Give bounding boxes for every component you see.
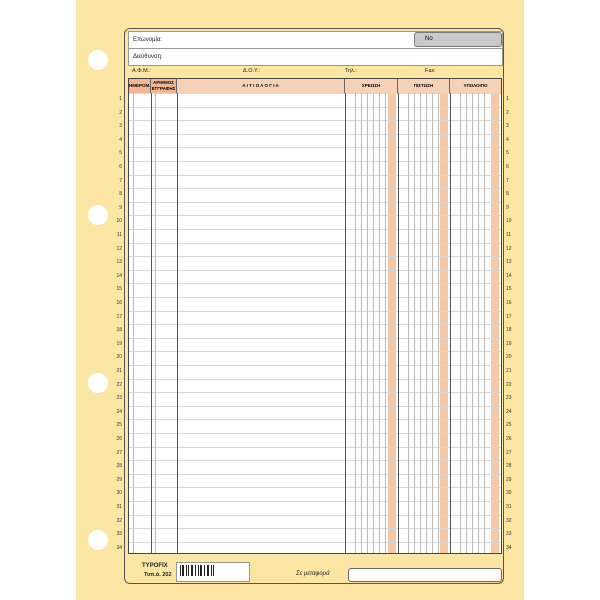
- digit-divider: [355, 93, 356, 554]
- row-line: [129, 93, 501, 94]
- row-line: [129, 256, 501, 257]
- form-code: Τυπ.ά. 202: [144, 572, 172, 578]
- ledger-table: [128, 78, 502, 554]
- row-number-right: 13: [506, 259, 512, 266]
- col-header-credit: ΠΙΣΤΩΣΗ: [398, 79, 450, 93]
- column-divider: [450, 93, 451, 554]
- row-number-left: 1: [119, 96, 122, 102]
- row-line: [129, 487, 501, 488]
- row-number-left: 15: [116, 286, 122, 293]
- digit-divider: [420, 93, 421, 554]
- row-number-left: 31: [116, 504, 122, 510]
- row-line: [129, 528, 501, 529]
- digit-divider: [414, 93, 415, 554]
- column-divider: [398, 93, 399, 554]
- row-line: [129, 243, 501, 244]
- row-number-left: 2: [119, 109, 122, 116]
- row-number-left: 28: [116, 463, 122, 470]
- row-number-left: 32: [116, 517, 122, 524]
- address-label: Διεύθυνση:: [133, 54, 163, 60]
- row-line: [129, 297, 501, 298]
- row-number-left: 7: [119, 177, 122, 184]
- digit-divider: [133, 93, 134, 554]
- number-field[interactable]: [414, 32, 502, 47]
- digit-divider: [472, 93, 473, 554]
- row-line: [129, 338, 501, 339]
- row-number-right: 9: [506, 204, 509, 211]
- row-number-left: 26: [116, 436, 122, 442]
- row-number-right: 32: [506, 517, 512, 524]
- row-line: [129, 351, 501, 352]
- row-number-left: 9: [119, 204, 122, 211]
- column-divider: [345, 93, 346, 554]
- row-line: [129, 175, 501, 176]
- col-header-entry-no: ΑΡΙΘΜΟΣ ΕΓΓΡΑΦΗΣ: [151, 80, 176, 91]
- column-divider: [151, 93, 152, 554]
- row-line: [129, 406, 501, 407]
- row-line: [129, 392, 501, 393]
- digit-divider: [432, 93, 433, 554]
- digit-divider: [438, 93, 439, 554]
- col-header-balance: ΥΠΟΛΟΙΠΟ: [450, 79, 501, 93]
- row-number-left: 17: [116, 313, 122, 320]
- row-number-right: 16: [506, 300, 512, 306]
- brand-logo: TYPOFIX: [142, 563, 168, 569]
- row-line: [129, 202, 501, 203]
- row-number-right: 15: [506, 286, 512, 293]
- digit-divider: [408, 93, 409, 554]
- row-number-right: 8: [506, 191, 509, 198]
- row-number-left: 8: [119, 191, 122, 198]
- tel-label: Τηλ.:: [345, 68, 357, 74]
- digit-divider: [426, 93, 427, 554]
- row-number-right: 10: [506, 218, 512, 225]
- digit-divider: [379, 93, 380, 554]
- row-number-right: 18: [506, 327, 512, 334]
- digit-divider: [373, 93, 374, 554]
- row-number-left: 24: [116, 408, 122, 415]
- row-number-right: 27: [506, 449, 512, 456]
- row-line: [129, 365, 501, 366]
- afm-label: Α.Φ.Μ.:: [132, 68, 151, 74]
- col-header-description: Α Ι Τ Ι Ο Λ Ο Γ Ι Α: [177, 79, 345, 93]
- address-field[interactable]: [128, 48, 503, 66]
- row-line: [129, 120, 501, 121]
- carry-forward-field[interactable]: [348, 568, 502, 582]
- row-number-left: 22: [116, 381, 122, 388]
- row-line: [129, 379, 501, 380]
- digit-divider: [367, 93, 368, 554]
- row-number-left: 10: [116, 218, 122, 225]
- row-number-left: 34: [116, 544, 122, 551]
- row-number-right: 1: [506, 96, 509, 102]
- row-number-right: 19: [506, 340, 512, 347]
- row-line: [129, 147, 501, 148]
- binder-hole: [88, 205, 108, 225]
- col-header-debit: ΧΡΕΩΣΗ: [345, 79, 398, 93]
- row-number-right: 25: [506, 422, 512, 429]
- row-number-left: 21: [116, 368, 122, 374]
- row-number-right: 12: [506, 245, 512, 252]
- row-number-left: 30: [116, 490, 122, 497]
- row-number-right: 34: [506, 544, 512, 551]
- digit-divider: [484, 93, 485, 554]
- row-number-right: 26: [506, 436, 512, 442]
- col-header-date: ΗΜΕΡΟΜ.: [129, 79, 151, 93]
- binder-hole: [88, 530, 108, 550]
- row-number-left: 13: [116, 259, 122, 266]
- digit-divider: [466, 93, 467, 554]
- row-number-right: 7: [506, 177, 509, 184]
- row-number-left: 16: [116, 300, 122, 306]
- company-label: Επωνυμία:: [133, 37, 162, 43]
- row-number-left: 19: [116, 340, 122, 347]
- row-number-right: 3: [506, 123, 509, 130]
- row-number-right: 5: [506, 150, 509, 157]
- binder-hole: [88, 373, 108, 393]
- row-line: [129, 188, 501, 189]
- row-number-right: 22: [506, 381, 512, 388]
- digit-divider: [460, 93, 461, 554]
- row-number-left: 4: [119, 136, 122, 143]
- row-number-right: 31: [506, 504, 512, 510]
- row-line: [129, 324, 501, 325]
- row-number-right: 2: [506, 109, 509, 116]
- row-number-left: 6: [119, 164, 122, 170]
- row-line: [129, 515, 501, 516]
- row-line: [129, 107, 501, 108]
- row-number-right: 6: [506, 164, 509, 170]
- row-number-right: 17: [506, 313, 512, 320]
- digit-divider: [478, 93, 479, 554]
- row-line: [129, 474, 501, 475]
- row-number-left: 20: [116, 354, 122, 361]
- fax-label: Fax:: [425, 68, 436, 74]
- row-line: [129, 283, 501, 284]
- row-line: [129, 311, 501, 312]
- carry-forward-label: Σε μεταφορά: [296, 571, 330, 577]
- row-line: [129, 460, 501, 461]
- row-number-right: 4: [506, 136, 509, 143]
- row-number-right: 11: [506, 232, 512, 238]
- row-number-right: 28: [506, 463, 512, 470]
- row-number-left: 3: [119, 123, 122, 130]
- barcode: [176, 562, 250, 582]
- row-number-left: 27: [116, 449, 122, 456]
- row-number-right: 29: [506, 476, 512, 483]
- row-line: [129, 270, 501, 271]
- column-divider: [177, 93, 178, 554]
- row-line: [129, 542, 501, 543]
- binder-hole: [88, 50, 108, 70]
- row-line: [129, 134, 501, 135]
- tax-info-row: [128, 67, 503, 78]
- row-number-left: 23: [116, 395, 122, 402]
- row-number-left: 33: [116, 531, 122, 538]
- row-line: [129, 501, 501, 502]
- barcode-icon: [177, 563, 249, 581]
- row-number-left: 5: [119, 150, 122, 157]
- row-line: [129, 215, 501, 216]
- row-number-right: 24: [506, 408, 512, 415]
- row-line: [129, 229, 501, 230]
- row-number-right: 20: [506, 354, 512, 361]
- row-number-right: 33: [506, 531, 512, 538]
- row-number-left: 18: [116, 327, 122, 334]
- row-number-left: 25: [116, 422, 122, 429]
- doy-label: Δ.Ο.Υ.:: [243, 68, 261, 74]
- digit-divider: [155, 93, 156, 554]
- row-number-left: 11: [116, 232, 122, 238]
- row-line: [129, 161, 501, 162]
- row-number-right: 14: [506, 272, 512, 279]
- row-number-left: 12: [116, 245, 122, 252]
- row-line: [129, 447, 501, 448]
- digit-divider: [361, 93, 362, 554]
- row-number-left: 14: [116, 272, 122, 279]
- digit-divider: [385, 93, 386, 554]
- row-number-right: 21: [506, 368, 512, 374]
- row-number-right: 30: [506, 490, 512, 497]
- row-number-left: 29: [116, 476, 122, 483]
- row-number-right: 23: [506, 395, 512, 402]
- no-label: No: [425, 36, 433, 42]
- row-line: [129, 419, 501, 420]
- row-line: [129, 433, 501, 434]
